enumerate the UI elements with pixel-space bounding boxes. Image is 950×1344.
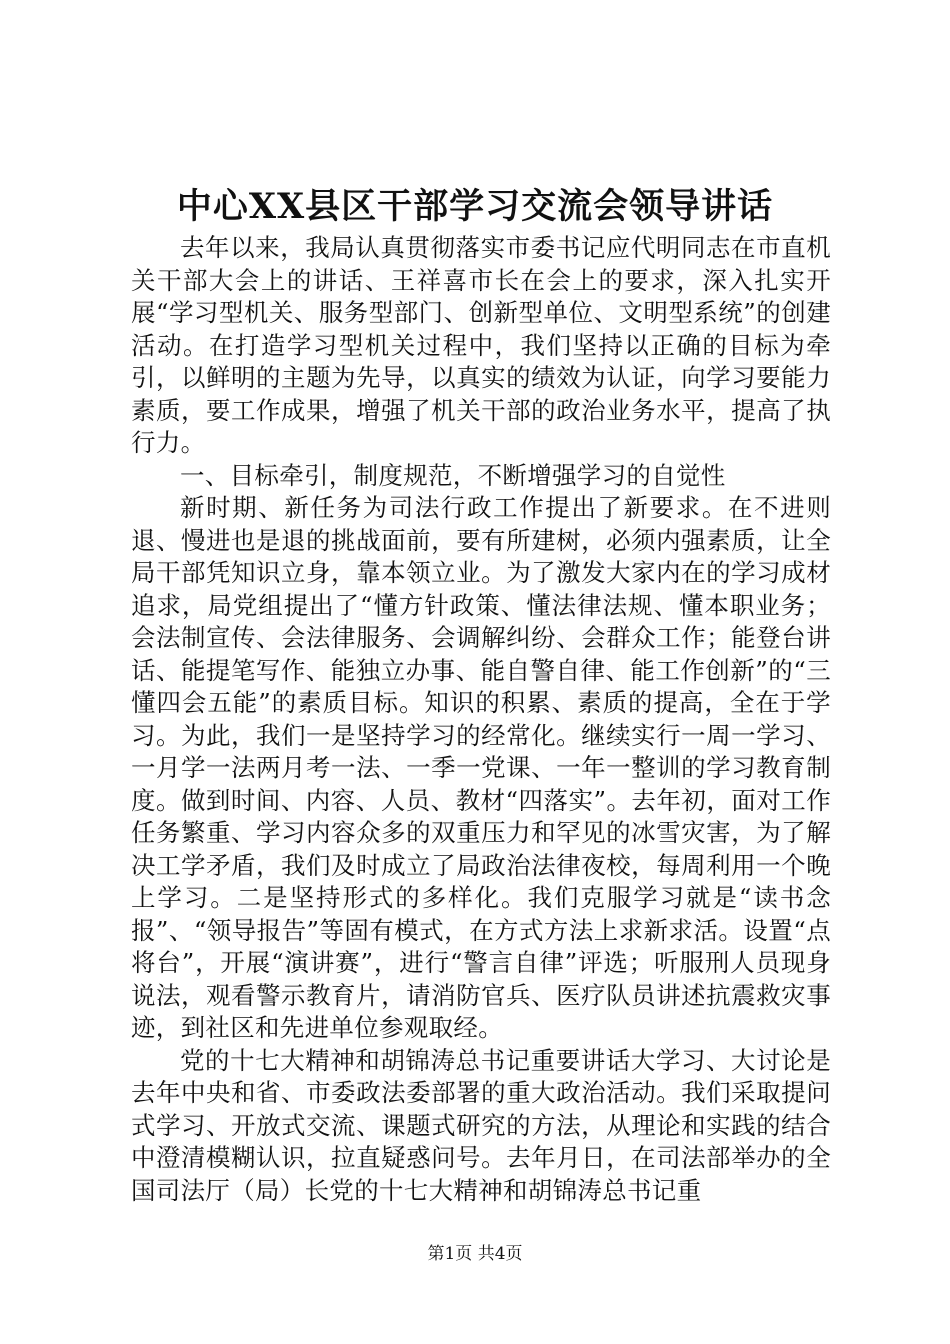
section-heading: 一、目标牵引，制度规范，不断增强学习的自觉性	[180, 460, 726, 490]
page-number-footer: 第1页 共4页	[427, 1244, 523, 1264]
paragraph-section-one: 新时期、新任务为司法行政工作提出了新要求。在不进则退、慢进也是退的挑战面前，要有所建树，必须内强素质，让全局干部凭知识立身，靠本领立业。为了激发大家内在的学习成材追求，局党组提出了“懂方针政策、懂法律法规、懂本职业务；会法制宣传、会法律服务、会调解纠纷、会群众工作；能登台讲话、能提笔写作、能独立办事、能自警自律、能工作创新”的“三懂四会五能”的素质目标。知识的积累、素质的提高，全在于学习。为此，我们一是坚持学习的经常化。继续实行一周一学习、一月学一法两月考一法、一季一党课、一年一整训的学习教育制度。做到时间、内容、人员、教材“四落实”。去年初，面对工作任务繁重、学习内容众多的双重压力和罕见的冰雪灾害，为了解决工学矛盾，我们及时成立了局政治法律夜校，每周利用一个晚上学习。二是坚持形式的多样化。我们克服学习就是“读书念报”、“领导报告”等固有模式，在方式方法上求新求活。设置“点将台”，开展“演讲赛”，进行“警言自律”评选；听服刑人员现身说法，观看警示教育片，请消防官兵、医疗队员讲述抗震救灾事迹，到社区和先进单位参观取经。	[131, 493, 831, 1042]
paragraph-intro: 去年以来，我局认真贯彻落实市委书记应代明同志在市直机关干部大会上的讲话、王祥喜市长在会上的要求，深入扎实开展“学习型机关、服务型部门、创新型单位、文明型系统”的创建活动。在打造学习型机关过程中，我们坚持以正确的目标为牵引，以鲜明的主题为先导，以真实的绩效为认证，向学习要能力素质，要工作成果，增强了机关干部的政治业务水平，提高了执行力。	[131, 233, 831, 457]
document-title: 中心XX县区干部学习交流会领导讲话	[176, 186, 774, 227]
paragraph-continued: 党的十七大精神和胡锦涛总书记重要讲话大学习、大讨论是去年中央和省、市委政法委部署的重大政治活动。我们采取提问式学习、开放式交流、课题式研究的方法，从理论和实践的结合中澄清模糊认识，拉直疑惑问号。去年月日，在司法部举办的全国司法厅（局）长党的十七大精神和胡锦涛总书记重	[131, 1045, 831, 1205]
document-body	[131, 232, 831, 1207]
